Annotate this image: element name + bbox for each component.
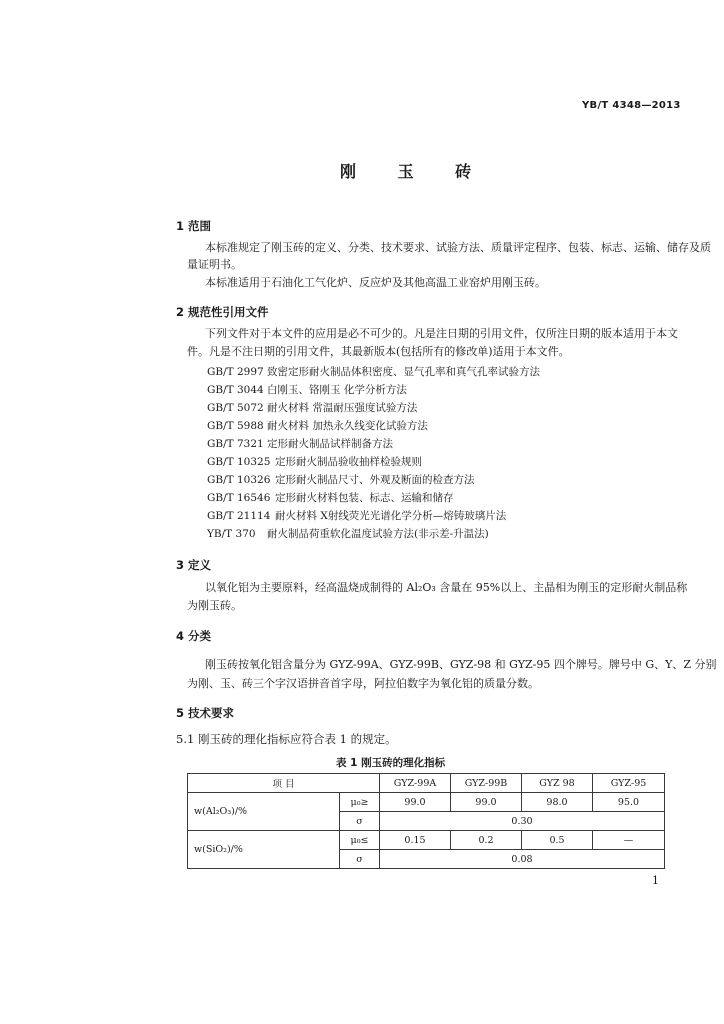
table-cell: 0.15 [380, 831, 451, 850]
document-title: 刚 玉 砖 [340, 162, 490, 181]
clause-5-1: 5.1 刚玉砖的理化指标应符合表 1 的规定。 [176, 732, 397, 746]
reference-item: GB/T 7321 定形耐火制品试样制备方法 [207, 438, 393, 450]
section-heading-classification: 4 分类 [176, 629, 212, 643]
table-header-row [188, 774, 665, 793]
refs-intro-line2: 件。凡是不注日期的引用文件，其最新版本(包括所有的修改单)适用于本文件。 [187, 345, 570, 358]
table-cell: — [593, 831, 665, 850]
reference-item: GB/T 10325 定形耐火制品验收抽样检验规则 [207, 456, 422, 468]
reference-item: GB/T 3044 白刚玉、铬刚玉 化学分析方法 [207, 384, 407, 396]
grade-header: GYZ-95 [593, 774, 665, 793]
table-cell-spread: 0.30 [380, 812, 665, 831]
reference-item: GB/T 5072 耐火材料 常温耐压强度试验方法 [207, 402, 418, 414]
table-cell: 0.5 [522, 831, 593, 850]
classification-line2: 为刚、玉、砖三个字汉语拼音首字母，阿拉伯数字为氧化铝的质量分数。 [187, 677, 539, 690]
reference-item: GB/T 10326 定形耐火制品尺寸、外观及断面的检查方法 [207, 474, 475, 486]
grade-header: GYZ-99A [380, 774, 451, 793]
page-number: 1 [652, 874, 659, 887]
scope-paragraph-line1: 本标准规定了刚玉砖的定义、分类、技术要求、试验方法、质量评定程序、包装、标志、运输、储存及质 [205, 241, 711, 254]
standard-code: YB/T 4348—2013 [582, 100, 681, 111]
reference-item: GB/T 2997 致密定形耐火制品体积密度、显气孔率和真气孔率试验方法 [207, 366, 540, 378]
grade-header: GYZ 98 [522, 774, 593, 793]
stat-symbol: σ [340, 812, 380, 831]
scope-paragraph-line2: 量证明书。 [187, 258, 242, 271]
section-heading-scope: 1 范围 [176, 219, 212, 233]
section-heading-tech-requirements: 5 技术要求 [176, 706, 235, 720]
section-heading-definition: 3 定义 [176, 558, 212, 572]
reference-item: GB/T 16546 定形耐火材料包装、标志、运输和储存 [207, 492, 454, 504]
grade-header: GYZ-99B [451, 774, 522, 793]
table-cell-spread: 0.08 [380, 850, 665, 869]
reference-item: YB/T 370 耐火制品荷重软化温度试验方法(非示差-升温法) [207, 528, 489, 540]
reference-item: GB/T 5988 耐火材料 加热永久线变化试验方法 [207, 420, 428, 432]
table-row [188, 793, 665, 812]
stat-symbol: σ [340, 850, 380, 869]
definition-line1: 以氧化铝为主要原料，经高温烧成制得的 Al₂O₃ 含量在 95%以上、主晶相为刚玉的定形耐火制品称 [205, 581, 688, 594]
table-title: 表 1 刚玉砖的理化指标 [336, 757, 446, 769]
table-row [188, 831, 665, 850]
reference-item: GB/T 21114 耐火材料 X射线荧光光谱化学分析—熔铸玻璃片法 [207, 510, 507, 522]
stat-symbol: μ₀≥ [340, 793, 380, 812]
stat-symbol: μ₀≤ [340, 831, 380, 850]
table-cell: 95.0 [593, 793, 665, 812]
section-heading-normative-refs: 2 规范性引用文件 [176, 305, 269, 319]
classification-line1: 刚玉砖按氧化铝含量分为 GYZ-99A、GYZ-99B、GYZ-98 和 GYZ-95 四个牌号。牌号中 G、Y、Z 分别 [205, 658, 717, 671]
definition-line2: 为刚玉砖。 [187, 599, 242, 612]
table-cell: 99.0 [380, 793, 451, 812]
table-cell: 99.0 [451, 793, 522, 812]
table-cell: 0.2 [451, 831, 522, 850]
row-label-sio2: w(SiO₂)/% [188, 831, 340, 869]
refs-intro-line1: 下列文件对于本文件的应用是必不可少的。凡是注日期的引用文件，仅所注日期的版本适用于本文 [205, 327, 678, 340]
physicochemical-index-table [187, 773, 665, 869]
header-item: 项 目 [188, 774, 380, 793]
row-label-al2o3: w(Al₂O₃)/% [188, 793, 340, 831]
scope-applicability: 本标准适用于石油化工气化炉、反应炉及其他高温工业窑炉用刚玉砖。 [205, 276, 546, 289]
table-cell: 98.0 [522, 793, 593, 812]
